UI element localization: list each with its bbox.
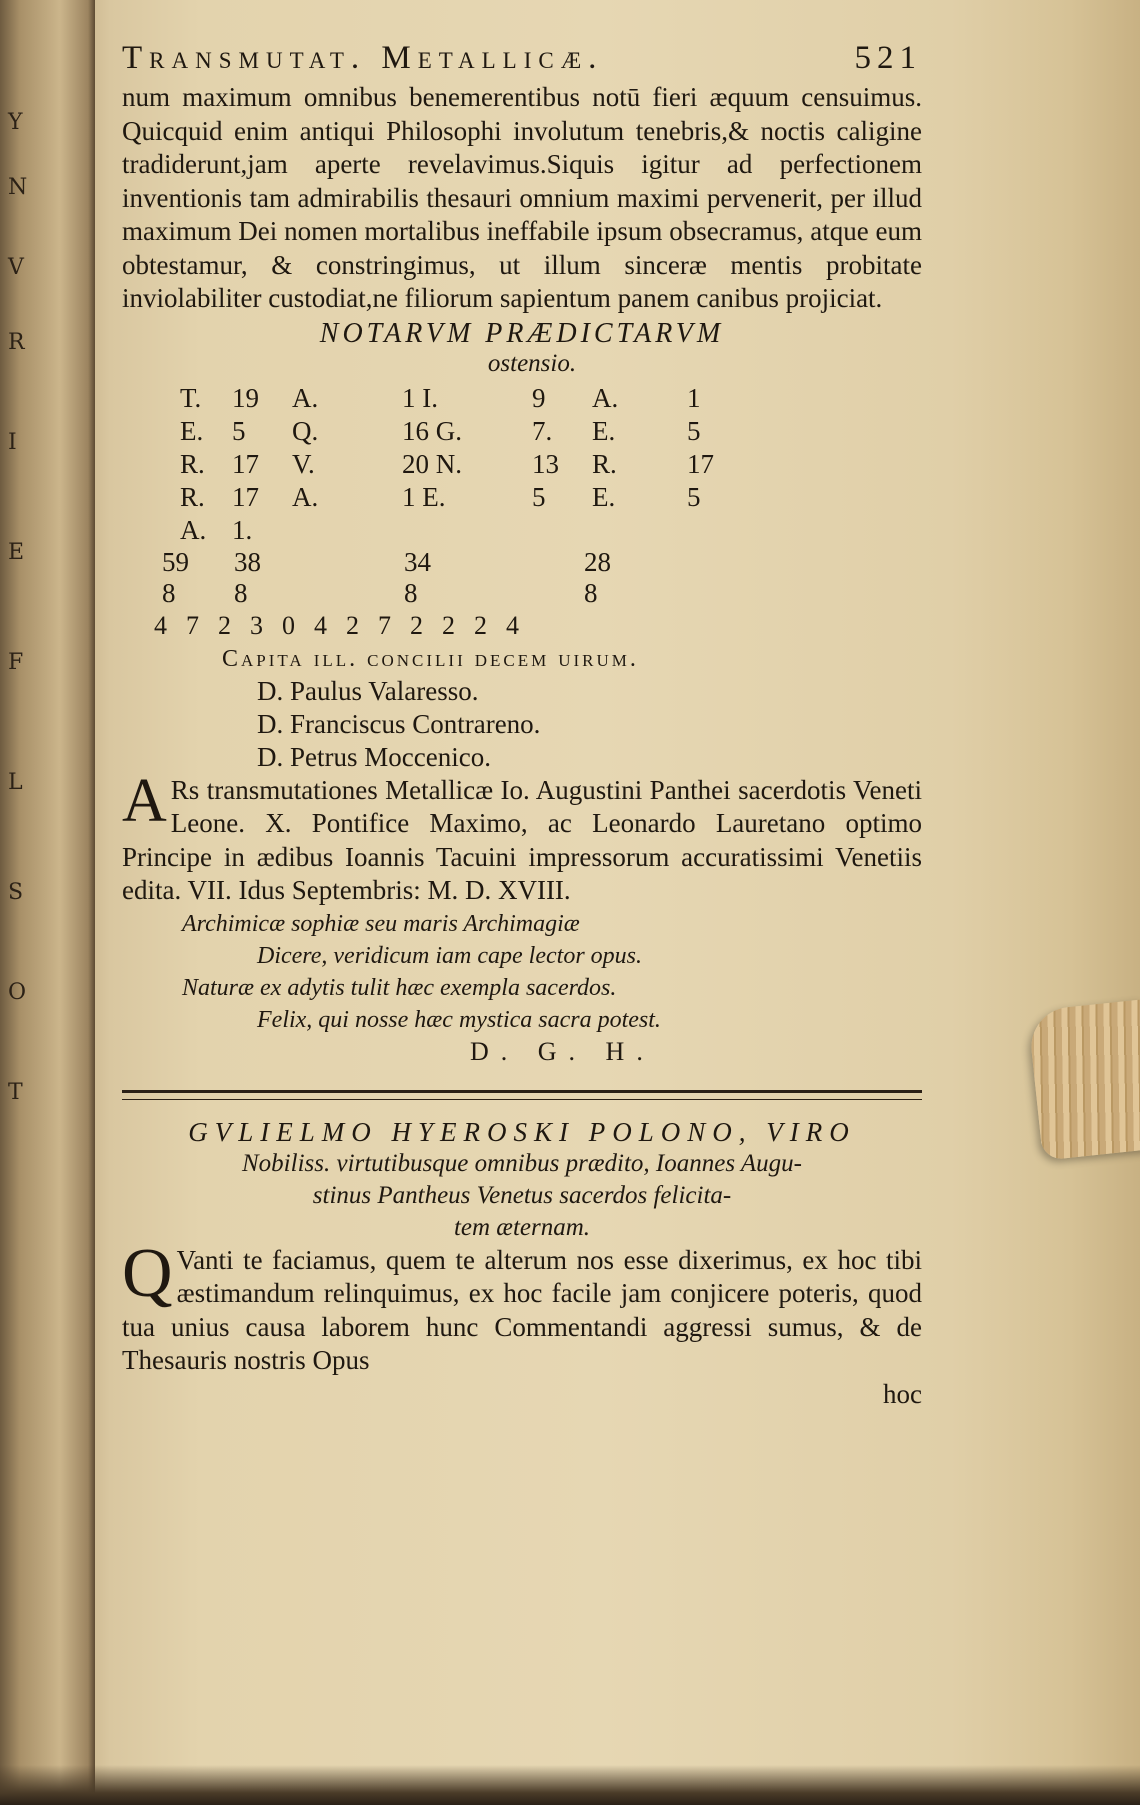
notarum-heading: NOTARVM PRÆDICTARVM [319, 317, 725, 349]
table-cell: A. [592, 382, 619, 413]
table-row [180, 448, 922, 481]
multiplier-value: 8 [404, 577, 418, 608]
body-paragraph: num maximum omnibus benemerentibus notū fieri æquum censuimus. Quicquid enim antiqui Philosophi involutum tenebris,& noctis caligine tradiderunt,jam aperte revelavimus.Siquis igitur ad perfectionem inventionis tam admirabilis thesauri omnium maximi pervenerit, per illud maximum Dei nomen mortalibus ineffabile ipsum obsecramus, atque eum obtestamur, & constringimus, ut illum sinceræ mentis probitate inviolabiliter custodiat,ne filiorum sapientum panem canibus projiciat. [122, 82, 922, 313]
table-cell: E. [592, 415, 616, 446]
colophon-text: Rs transmutationes Metallicæ Io. Augustini Panthei sacerdotis Veneti Leone. X. Pontifice Maximo, ac Leonardo Lauretano optimo Principe in ædibus Ioannis Tacuini impressorum accuratissimi Venetiis edita. VII. Idus Septembris: M. D. XVIII. [122, 774, 922, 905]
verse-line: Naturæ ex adytis tulit hæc exempla sacerdos. [182, 974, 617, 1001]
margin-glyph: Y [8, 110, 23, 135]
verse-line: Archimicæ sophiæ seu maris Archimagiæ [182, 910, 580, 937]
table-cell: R. [592, 448, 617, 479]
table-row [180, 481, 922, 514]
divider-rule [122, 1090, 922, 1100]
table-cell: 17 [232, 448, 259, 479]
page-number: 521 [854, 40, 922, 76]
adjacent-page-edge [0, 0, 95, 1805]
margin-glyph: O [8, 980, 27, 1005]
multiplier-row [162, 578, 922, 609]
table-cell: T. [180, 382, 202, 413]
table-cell: 7. [532, 415, 553, 446]
table-cell: 9 [532, 382, 546, 413]
drop-cap: Q [122, 1234, 173, 1312]
sums-row [162, 547, 922, 578]
margin-glyph: V [8, 255, 24, 280]
margin-glyph: F [8, 650, 24, 675]
margin-glyph: L [8, 770, 23, 795]
sum-value: 34 [404, 546, 431, 577]
verse-line: Dicere, veridicum iam cape lector opus. [257, 942, 642, 969]
table-cell: 1. [232, 514, 253, 545]
table-cell: 5 [687, 415, 701, 446]
margin-glyph: R [8, 330, 25, 355]
margin-glyph: S [8, 880, 24, 905]
margin-glyph: N [8, 175, 28, 200]
table-cell: 1 [687, 382, 701, 413]
table-cell: A. [292, 481, 319, 512]
table-cell: E. [592, 481, 616, 512]
table-cell: R. [180, 481, 205, 512]
letter-number-table [180, 382, 922, 547]
verse-line: Felix, qui nosse hæc mystica sacra potest. [257, 1006, 661, 1033]
multiplier-value: 8 [584, 577, 598, 608]
table-cell: 5 [532, 481, 546, 512]
dedication [122, 1116, 922, 1244]
dedication-line: GVLIELMO HYEROSKI POLONO, VIRO [188, 1116, 856, 1147]
table-row [180, 382, 922, 415]
notarum-subheading: ostensio. [487, 349, 577, 377]
council-name: D. Petrus Moccenico. [257, 741, 491, 772]
sum-value: 38 [234, 546, 261, 577]
dedication-line: stinus Pantheus Venetus sacerdos felicita- [312, 1181, 732, 1209]
table-cell: R. [180, 448, 205, 479]
table-row [180, 415, 922, 448]
table-cell: E. [180, 415, 204, 446]
drop-cap: A [122, 766, 167, 835]
table-cell: 5 [687, 481, 701, 512]
initials: D. G. H. [470, 1036, 655, 1066]
table-cell: V. [292, 448, 315, 479]
page-text [122, 40, 922, 1411]
council-names [257, 675, 922, 774]
verse [122, 908, 922, 1036]
council-name: D. Paulus Valaresso. [257, 675, 479, 706]
final-paragraph [122, 1234, 922, 1378]
table-cell: A. [292, 382, 319, 413]
margin-glyph: I [8, 430, 17, 455]
dedication-line: Nobiliss. virtutibusque omnibus prædito, Ioannes Augu- [242, 1149, 802, 1177]
table-cell: 5 [232, 415, 246, 446]
table-cell: 17 [687, 448, 714, 479]
table-cell: 20 N. [402, 448, 462, 479]
multiplier-value: 8 [234, 577, 248, 608]
sum-value: 28 [584, 546, 611, 577]
table-cell: 19 [232, 382, 259, 413]
table-cell: 17 [232, 481, 259, 512]
final-text: Vanti te faciamus, quem te alterum nos esse dixerimus, ex hoc tibi æstimandum relinquimus, ex hoc facile jam conjicere poteris, quod tua unius causa laborem hunc Commentandi aggressi sumus, & de Thesauris nostris Opus [122, 1244, 922, 1375]
council-name: D. Franciscus Contrareno. [257, 708, 541, 739]
colophon [122, 766, 922, 908]
table-cell: A. [180, 514, 207, 545]
table-cell: 13 [532, 448, 559, 479]
sum-value: 59 [162, 546, 189, 577]
table-cell: 16 G. [402, 415, 462, 446]
dedication-line: tem æternam. [453, 1213, 591, 1241]
running-head [122, 40, 922, 77]
paper-tab [1027, 999, 1140, 1160]
catchword: hoc [883, 1378, 922, 1409]
capita-heading: Capita ill. concilii decem uirum. [222, 645, 639, 672]
digit-sequence: 472304272224 [154, 610, 538, 640]
margin-glyph: E [8, 540, 25, 565]
running-title: Transmutat. Metallicæ. [122, 40, 604, 76]
multiplier-value: 8 [162, 577, 176, 608]
table-cell: 1 E. [402, 481, 446, 512]
margin-glyph: T [8, 1080, 23, 1105]
table-cell: Q. [292, 415, 319, 446]
page-bottom-edge [0, 1765, 1140, 1805]
table-cell: 1 I. [402, 382, 438, 413]
table-row [180, 514, 922, 547]
